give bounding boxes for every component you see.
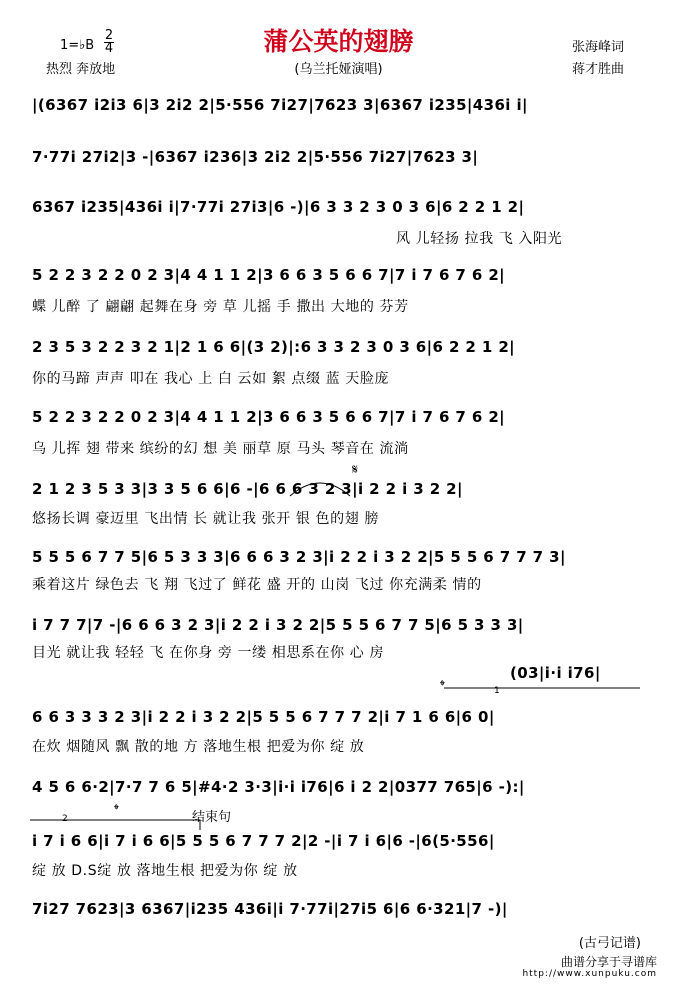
lyrics-line: 悠扬长调 豪迈里 飞出情 长 就让我 张开 银 色的翅 膀 [32, 511, 379, 527]
notes-line: i 7 i 6 6|i 7 i 6 6|5 5 5 6 7 7 7 2|2 -|i 7 i 6|6 -|6(5·556| [32, 832, 495, 850]
notes-line: |(6367 i2i3 6|3 2i2 2|5·556 7i27|7623 3|6367 i235|436i i| [32, 96, 528, 114]
notes-line: 6 6 3 3 3 2 3|i 2 2 i 3 2 2|5 5 5 6 7 7 7 2|i 7 1 6 6|6 0| [32, 708, 495, 726]
lyricist: 张海峰词 [572, 40, 625, 55]
key-signature: 1=♭B [60, 38, 95, 53]
notes-line: 2 1 2 3 5 3 3|3 3 5 6 6|6 -|6 6 6 3 2 3|i 2 2 i 3 2 2| [32, 480, 463, 498]
time-signature-bottom: 4 [104, 41, 114, 56]
notes-line: 2 3 5 3 2 2 3 2 1|2 1 6 6|(3 2)|:6 3 3 2 3 0 3 6|6 2 2 1 2| [32, 338, 516, 356]
time-signature [104, 30, 114, 55]
notes-line: 5 2 2 3 2 2 0 2 3|4 4 1 1 2|3 6 6 3 5 6 6 7|7 i 7 6 7 6 2| [32, 266, 506, 284]
shared-credit: 曲谱分享于寻谱库 [560, 955, 657, 969]
lyrics-line: 乘着这片 绿色去 飞 翔 飞过了 鲜花 盛 开的 山岗 飞过 你充满柔 情的 [32, 577, 482, 593]
time-signature-top: 2 [104, 28, 114, 43]
volta-second-ending: 2 [62, 814, 68, 824]
notation-credit: (古弓记谱) [578, 936, 641, 951]
lyrics-line: 你的马蹄 声声 叩在 我心 上 白 云如 絮 点缀 蓝 天脸庞 [32, 371, 390, 387]
singer-credit: (乌兰托娅演唱) [294, 62, 383, 77]
coda-symbol: 𝄌 [440, 678, 445, 694]
notes-line: 5 2 2 3 2 2 0 2 3|4 4 1 1 2|3 6 6 3 5 6 6 7|7 i 7 6 7 6 2| [32, 408, 506, 426]
notes-line: 7·77i 27i2|3 -|6367 i236|3 2i2 2|5·556 7i27|7623 3| [32, 148, 479, 166]
composer: 蒋才胜曲 [572, 62, 625, 77]
notes-line: 7i27 7623|3 6367|i235 436i|i 7·77i|27i5 6|6 6·321|7 -)| [32, 900, 508, 918]
segno-symbol: 𝄋 [352, 462, 359, 478]
lyrics-line: 蝶 儿醉 了 翩翩 起舞在身 旁 草 儿摇 手 撒出 大地的 芬芳 [32, 299, 409, 315]
notes-line: 6367 i235|436i i|7·77i 27i3|6 -)|6 3 3 2 3 0 3 6|6 2 2 1 2| [32, 198, 525, 216]
lyrics-line: 乌 儿挥 翅 带来 缤纷的幻 想 美 丽草 原 马头 琴音在 流淌 [32, 441, 409, 457]
site-url: http://www.xunpuku.com [522, 969, 657, 979]
notes-line: 5 5 5 6 7 7 5|6 5 3 3 3|6 6 6 3 2 3|i 2 2 i 3 2 2|5 5 5 6 7 7 7 3| [32, 548, 566, 566]
volta-line-second [30, 820, 200, 830]
lyrics-line: 在炊 烟随风 飘 散的地 方 落地生根 把爱为你 绽 放 [32, 739, 365, 755]
lyrics-line: 绽 放 D.S绽 放 落地生根 把爱为你 绽 放 [32, 863, 298, 879]
lyrics-line: 风 儿轻扬 拉我 飞 入阳光 [396, 231, 563, 247]
notes-line: 4 5 6 6·2|7·7 7 6 5|#4·2 3·3|i·i i76|6 i 2 2|0377 765|6 -):| [32, 778, 525, 796]
notes-line: (03|i·i i76| [510, 664, 601, 682]
lyrics-line: 目光 就让我 轻轻 飞 在你身 旁 一缕 相思系在你 心 房 [32, 645, 385, 661]
tempo-marking: 热烈 奔放地 [46, 62, 116, 77]
ending-label: 结束句 [192, 810, 232, 825]
volta-first-ending: 1 [494, 686, 500, 696]
coda-symbol-ending: 𝄌 [114, 802, 119, 818]
notes-line: i 7 7 7|7 -|6 6 6 3 2 3|i 2 2 i 3 2 2|5 5 5 6 7 7 5|6 5 3 3 3| [32, 616, 524, 634]
song-title: 蒲公英的翅膀 [263, 27, 414, 56]
